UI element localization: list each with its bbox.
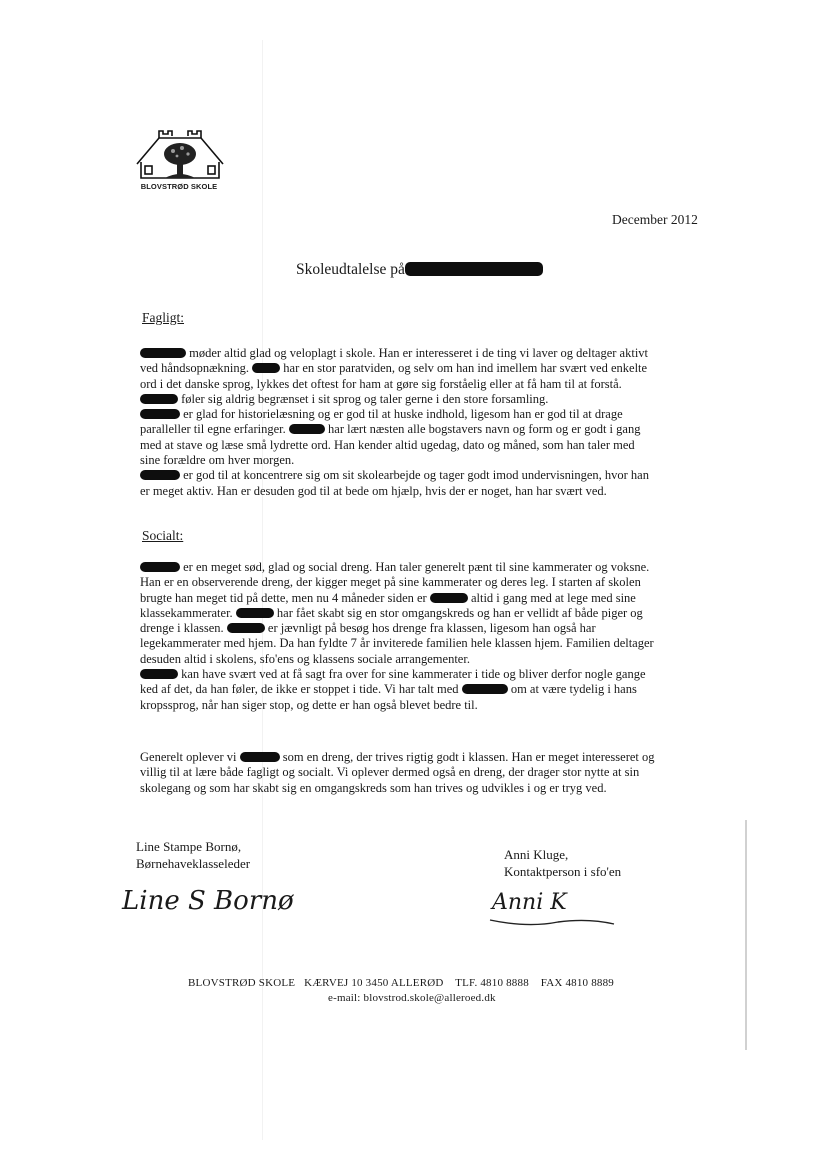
footer-address bbox=[188, 977, 614, 989]
text-line: drenge i klassen. er jævnligt på besøg hos drenge fra klassen, ligesom han også har bbox=[140, 621, 596, 636]
logo-text: BLOVSTRØD SKOLE bbox=[140, 182, 218, 191]
text-line: kropssprog, når han siger stop, og dette er han også blevet bedre til. bbox=[140, 697, 478, 712]
text-line: desuden altid i skolens, sfo'ens og klassens sociale arrangementer. bbox=[140, 651, 470, 666]
signatory-right-role: Kontaktperson i sfo'en bbox=[504, 864, 622, 879]
redaction-bar bbox=[430, 593, 468, 603]
redaction-bar bbox=[140, 348, 186, 358]
redaction-bar bbox=[236, 608, 274, 618]
text-line: villig til at lære både fagligt og socialt. Vi oplever dermed også en dreng, der drager stor nytte at sin bbox=[140, 765, 640, 780]
redaction-bar bbox=[252, 363, 280, 373]
signatory-right bbox=[504, 846, 621, 880]
footer-street: KÆRVEJ 10 3450 ALLERØD bbox=[304, 977, 444, 989]
document-title-text: Skoleudtalelse på bbox=[296, 261, 405, 278]
text-line: legekammerater med hjem. Da han fyldte 7 år inviterede familien hele klassen hjem. Familien deltager bbox=[140, 636, 654, 651]
redaction-bar bbox=[140, 409, 180, 419]
text-line: er meget aktiv. Han er desuden god til at bede om hjælp, hvis der er noget, han har svært ved. bbox=[140, 483, 607, 498]
text-line: føler sig aldrig begrænset i sit sprog og taler gerne i den store forsamling. bbox=[140, 392, 710, 407]
signatory-left-role: Børnehaveklasseleder bbox=[136, 856, 251, 871]
section-heading-socialt: Socialt: bbox=[142, 528, 184, 543]
signature-left: Line S Bornø bbox=[122, 886, 294, 916]
letter-date: December 2012 bbox=[612, 212, 698, 227]
signature-right: Anni K bbox=[492, 890, 567, 915]
text-line: ord i det danske sprog, lykkes det oftest for ham at gøre sig forståelig eller at få ham til at forstå. bbox=[140, 376, 622, 391]
redaction-bar bbox=[227, 623, 265, 633]
redaction-bar bbox=[140, 394, 178, 404]
scan-edge-mark bbox=[745, 820, 747, 1050]
redaction-bar bbox=[240, 752, 280, 762]
paragraph-generelt bbox=[140, 750, 710, 796]
footer-fax: FAX 4810 8889 bbox=[540, 977, 615, 989]
redaction-bar bbox=[140, 470, 180, 480]
footer-phone: TLF. 4810 8888 bbox=[455, 977, 529, 989]
text-line: møder altid glad og veloplagt i skole. Han er interesseret i de ting vi laver og deltager aktivt bbox=[140, 346, 710, 361]
redaction-bar bbox=[462, 684, 508, 694]
redaction-bar bbox=[140, 669, 178, 679]
redaction-bar bbox=[289, 424, 325, 434]
redaction-bar bbox=[140, 562, 180, 572]
footer-school: BLOVSTRØD SKOLE bbox=[188, 977, 296, 989]
footer-email: e-mail: blovstrod.skole@alleroed.dk bbox=[328, 992, 496, 1004]
text-line: er en meget sød, glad og social dreng. Han taler generelt pænt til sine kammerater og voksne. bbox=[140, 560, 710, 575]
paragraph-fagligt bbox=[140, 346, 710, 499]
signature-underline-icon bbox=[488, 906, 618, 928]
text-line: skolegang og som har skabt sig en omgangskreds som han trives og udvikles i og er tryg ved. bbox=[140, 780, 607, 795]
text-line: ved håndsopnækning. har en stor paratviden, og selv om han ind imellem har svært ved enkelte bbox=[140, 361, 648, 376]
text-line: Generelt oplever vi som en dreng, der trives rigtig godt i klassen. Han er meget interesseret og bbox=[140, 750, 655, 764]
section-heading-fagligt: Fagligt: bbox=[142, 310, 185, 325]
text-line: brugte han meget tid på dette, men nu 4 måneder siden er altid i gang med at lege med sine bbox=[140, 590, 636, 605]
document-title bbox=[296, 261, 543, 279]
text-line: er god til at koncentrere sig om sit skolearbejde og tager godt imod undervisningen, hvor han bbox=[140, 468, 710, 483]
text-line: ked af det, da han føler, de ikke er stoppet i tide. Vi har talt med om at være tydelig i hans bbox=[140, 682, 637, 697]
signatory-left-name: Line Stampe Bornø, bbox=[136, 839, 242, 854]
text-line: Han er en observerende dreng, der kigger meget på sine kammerater og deres leg. I starten af skolen bbox=[140, 575, 641, 590]
text-line: kan have svært ved at få sagt fra over for sine kammerater i tide og bliver derfor nogle gange bbox=[140, 667, 710, 682]
signatory-right-name: Anni Kluge, bbox=[504, 847, 569, 862]
signatory-left bbox=[136, 838, 250, 872]
redaction-bar bbox=[405, 262, 543, 276]
text-line: sine forældre om hver morgen. bbox=[140, 453, 295, 468]
text-line: paralleller til egne erfaringer. har lært næsten alle bogstavers navn og form og er godt i gang bbox=[140, 422, 641, 437]
paragraph-socialt bbox=[140, 560, 710, 713]
text-line: klassekammerater. har fået skabt sig en stor omgangskreds og han er vellidt af både piger og bbox=[140, 605, 643, 620]
text-line: er glad for historielæsning og er god til at huske indhold, ligesom han er god til at drage bbox=[140, 407, 710, 422]
text-line: med at stave og læse små lydrette ord. Han kender altid ugedag, dato og måned, som han taler med bbox=[140, 437, 635, 452]
